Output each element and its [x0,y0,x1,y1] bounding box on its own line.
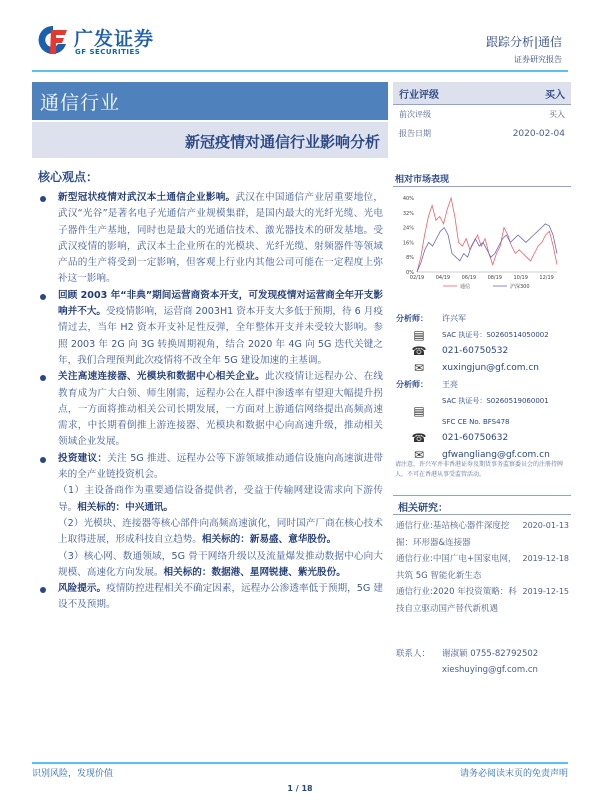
bullet-icon [40,587,46,593]
x-tick-label: 08/19 [487,275,502,281]
industry-name: 通信行业 [32,82,388,120]
bullet-item [38,288,383,369]
related-research-heading: 相关研究： [398,503,448,514]
analyst-sac: SAC 执证号：S0260514050002 [442,330,549,339]
risk-text: 疫情防控进程相关不确定因素，远程办公渗透率低于预期，5G 建设不及预期。 [58,583,384,611]
x-tick-label: 02/19 [409,275,425,281]
related-targets: 相关标的：中兴通讯。 [77,501,174,513]
rating-value: 买入 [545,89,565,101]
footer-slogan: 识别风险，发现价值 [32,769,114,779]
analyst-email[interactable]: gfwangliang@gf.com.cn [442,449,550,460]
analyst-name: 许兴军 [442,313,466,323]
recommendation-item [38,483,383,516]
bullet-icon [40,375,46,381]
chart-divider [393,186,571,187]
related-targets: 相关标的：数据港、星网锐捷、紫光股份。 [163,566,346,578]
related-research-item[interactable] [396,584,569,617]
y-tick-label: 32% [402,210,414,217]
research-date: 2019-12-15 [522,587,569,596]
y-tick-label: 8% [406,255,414,262]
core-views-body [38,190,383,614]
phone-icon: ☎ [411,344,427,359]
certificate-icon: ▤ [413,327,425,342]
footer-divider [32,762,568,764]
bullet-lead: 投资建议： [58,452,108,464]
y-tick-label: 24% [402,225,414,232]
analyst-phone: 021-60750532 [442,346,509,357]
analyst-sac: SAC 执证号：S0260519060001 [442,396,549,405]
logo-cn: 广发证券 [74,28,155,50]
contact-label: 联系人： [396,649,431,659]
license-note: 请注意，许兴军并非香港证券及期货事务监察委员会的注册持牌人，不可在香港从事受监管活动。 [395,461,564,478]
analyst-email[interactable]: xuxingjun@gf.com.cn [442,362,540,373]
analyst-label: 分析师： [396,313,428,323]
bullet-icon [40,294,46,300]
related-targets: 相关标的：新易盛、意华股份。 [201,534,337,546]
header-divider [32,70,568,72]
core-views-heading: 核心观点： [38,170,99,184]
gf-logo-icon [38,24,68,56]
x-tick-label: 12/19 [539,275,554,281]
email-icon: ✉ [413,447,425,462]
bullet-text: 受疫情影响，运营商 2003H1 资本开支大多低于预期，待 6 月疫情过去，当年 H2 资本开支补足性反弹，全年整体开支并未受较大影响。参照 2003 年 2G 向 3G 转换周期视角，结合 2020 年 4G 向 5G 迭代关键之年，我们合理预判此次疫情将不改全年 5G 建设加速的主基调。 [58,306,383,366]
risk-lead: 风险提示。 [58,583,107,595]
report-category: 证券研究报告 [514,55,562,64]
related-research-list [396,518,569,617]
bullet-icon [40,196,46,202]
gf-logo [38,22,158,60]
x-tick-label: 04/19 [435,275,451,281]
research-date: 2020-01-13 [522,521,569,530]
bullet-text: 武汉在中国通信产业居重要地位，武汉“光谷”是著名电子光通信产业规模集群，是国内最大的光纤光缆、光电子器件生产基地，同时也是最大的光通信技术、激光器技术的研发基地。受武汉疫情的影响，武汉本土企业所在的光模块、光纤光缆、射频器件等领域产品的生产将受到一定影响，但客观上行业内其他公司可能在一定程度上弥补这一影响。 [58,192,384,285]
relative-performance-chart [393,192,571,292]
recommendation-item [38,549,383,582]
analyst-label: 分析师： [396,379,428,389]
bullet-text: 关注 5G 推进、远程办公等下游领域推动通信设施向高速演进带来的全产业链投资机会。 [58,452,384,481]
bullet-icon [40,457,46,463]
rating-label: 行业评级 [399,89,439,101]
report-date-value: 2020-02-04 [512,128,565,139]
bullet-text: 此次疫情让远程办公、在线教育成为广大白领、师生刚需，远程办公在人群中渗透率有望迎大幅提升拐点，一方面将推动相关公司长期发展，一方面对上游通信网络提出高频高速需求，中长期看倒推上游连接器、光模块和数据中心向高速升级，推动相关领域企业发展。 [58,371,384,448]
related-research-item[interactable] [396,518,569,551]
legend-label: 沪深300 [510,284,530,290]
report-title: 新冠疫情对通信行业影响分析 [32,120,388,158]
prev-rating-label: 前次评级 [399,110,431,119]
bullet-lead: 回顾 2003 年“非典”期间运营商资本开支，可发现疫情对运营商全年开支影响并不大。 [58,289,383,318]
bullet-item [38,190,383,288]
related-research-item[interactable] [396,551,569,584]
bullet-lead: 关注高速连接器、光模块和数据中心相关企业。 [58,371,265,383]
divider [393,495,571,496]
report-date-label: 报告日期 [399,129,431,138]
divider [393,514,571,515]
bullet-item [38,369,383,450]
research-title: 通信行业:基站核心器件深度挖掘：环形器&连接器 [396,521,510,548]
research-title: 通信行业:中国广电+国家电网，共筑 5G 智能化新生态 [396,554,517,581]
rating-table [393,82,571,143]
contact-name-phone: 谢淑颖 0755-82792502 [442,649,539,659]
analyst-name: 王亮 [442,379,458,389]
contact-block [396,646,569,678]
email-icon: ✉ [413,360,425,375]
x-tick-label: 10/19 [513,275,528,281]
logo-en: GF SECURITIES [75,48,141,56]
y-tick-label: 16% [402,240,414,247]
analysts-block [396,310,568,463]
bullet-item [38,451,383,484]
y-tick-label: 40% [402,196,414,202]
certificate-icon: ▤ [413,404,425,419]
recommendation-item [38,516,383,549]
footer-disclaimer-note: 请务必阅读末页的免责声明 [459,769,568,779]
phone-icon: ☎ [411,431,427,446]
analyst-sfc: SFC CE No. BFS478 [442,417,510,426]
prev-rating-value: 买入 [549,110,565,119]
recommendation-text: （3）核心网、数通领域，5G 骨干网络升级以及流量爆发推动数据中心向大规模、高速化方向发展。 [58,550,383,578]
research-title: 通信行业:2020 年投资策略：科技自立驱动国产替代新机遇 [396,587,517,614]
y-tick-label: 0% [406,270,414,276]
research-date: 2019-12-18 [522,554,569,563]
recommendation-text: （1）主设备商作为重要通信设备提供者，受益于传输网建设需求向下游传导。 [58,485,383,513]
bullet-lead: 新型冠状疫情对武汉本土通信企业影响。 [58,192,236,203]
x-tick-label: 06/19 [461,275,477,281]
risk-item [38,581,383,614]
contact-email[interactable]: xieshuying@gf.com.cn [442,665,538,675]
chart-title: 相对市场表现 [395,175,450,185]
analyst-phone: 021-60750632 [442,433,509,444]
page-number: 1 / 18 [287,784,313,793]
report-type: 跟踪分析|通信 [485,35,562,49]
legend-label: 通信 [460,284,471,290]
recommendation-text: （2）光模块、连接器等核心部件向高频高速演化，同时国产厂商在核心技术上取得进展，形成科技自立趋势。 [58,517,383,546]
series-line-1 [417,224,557,272]
